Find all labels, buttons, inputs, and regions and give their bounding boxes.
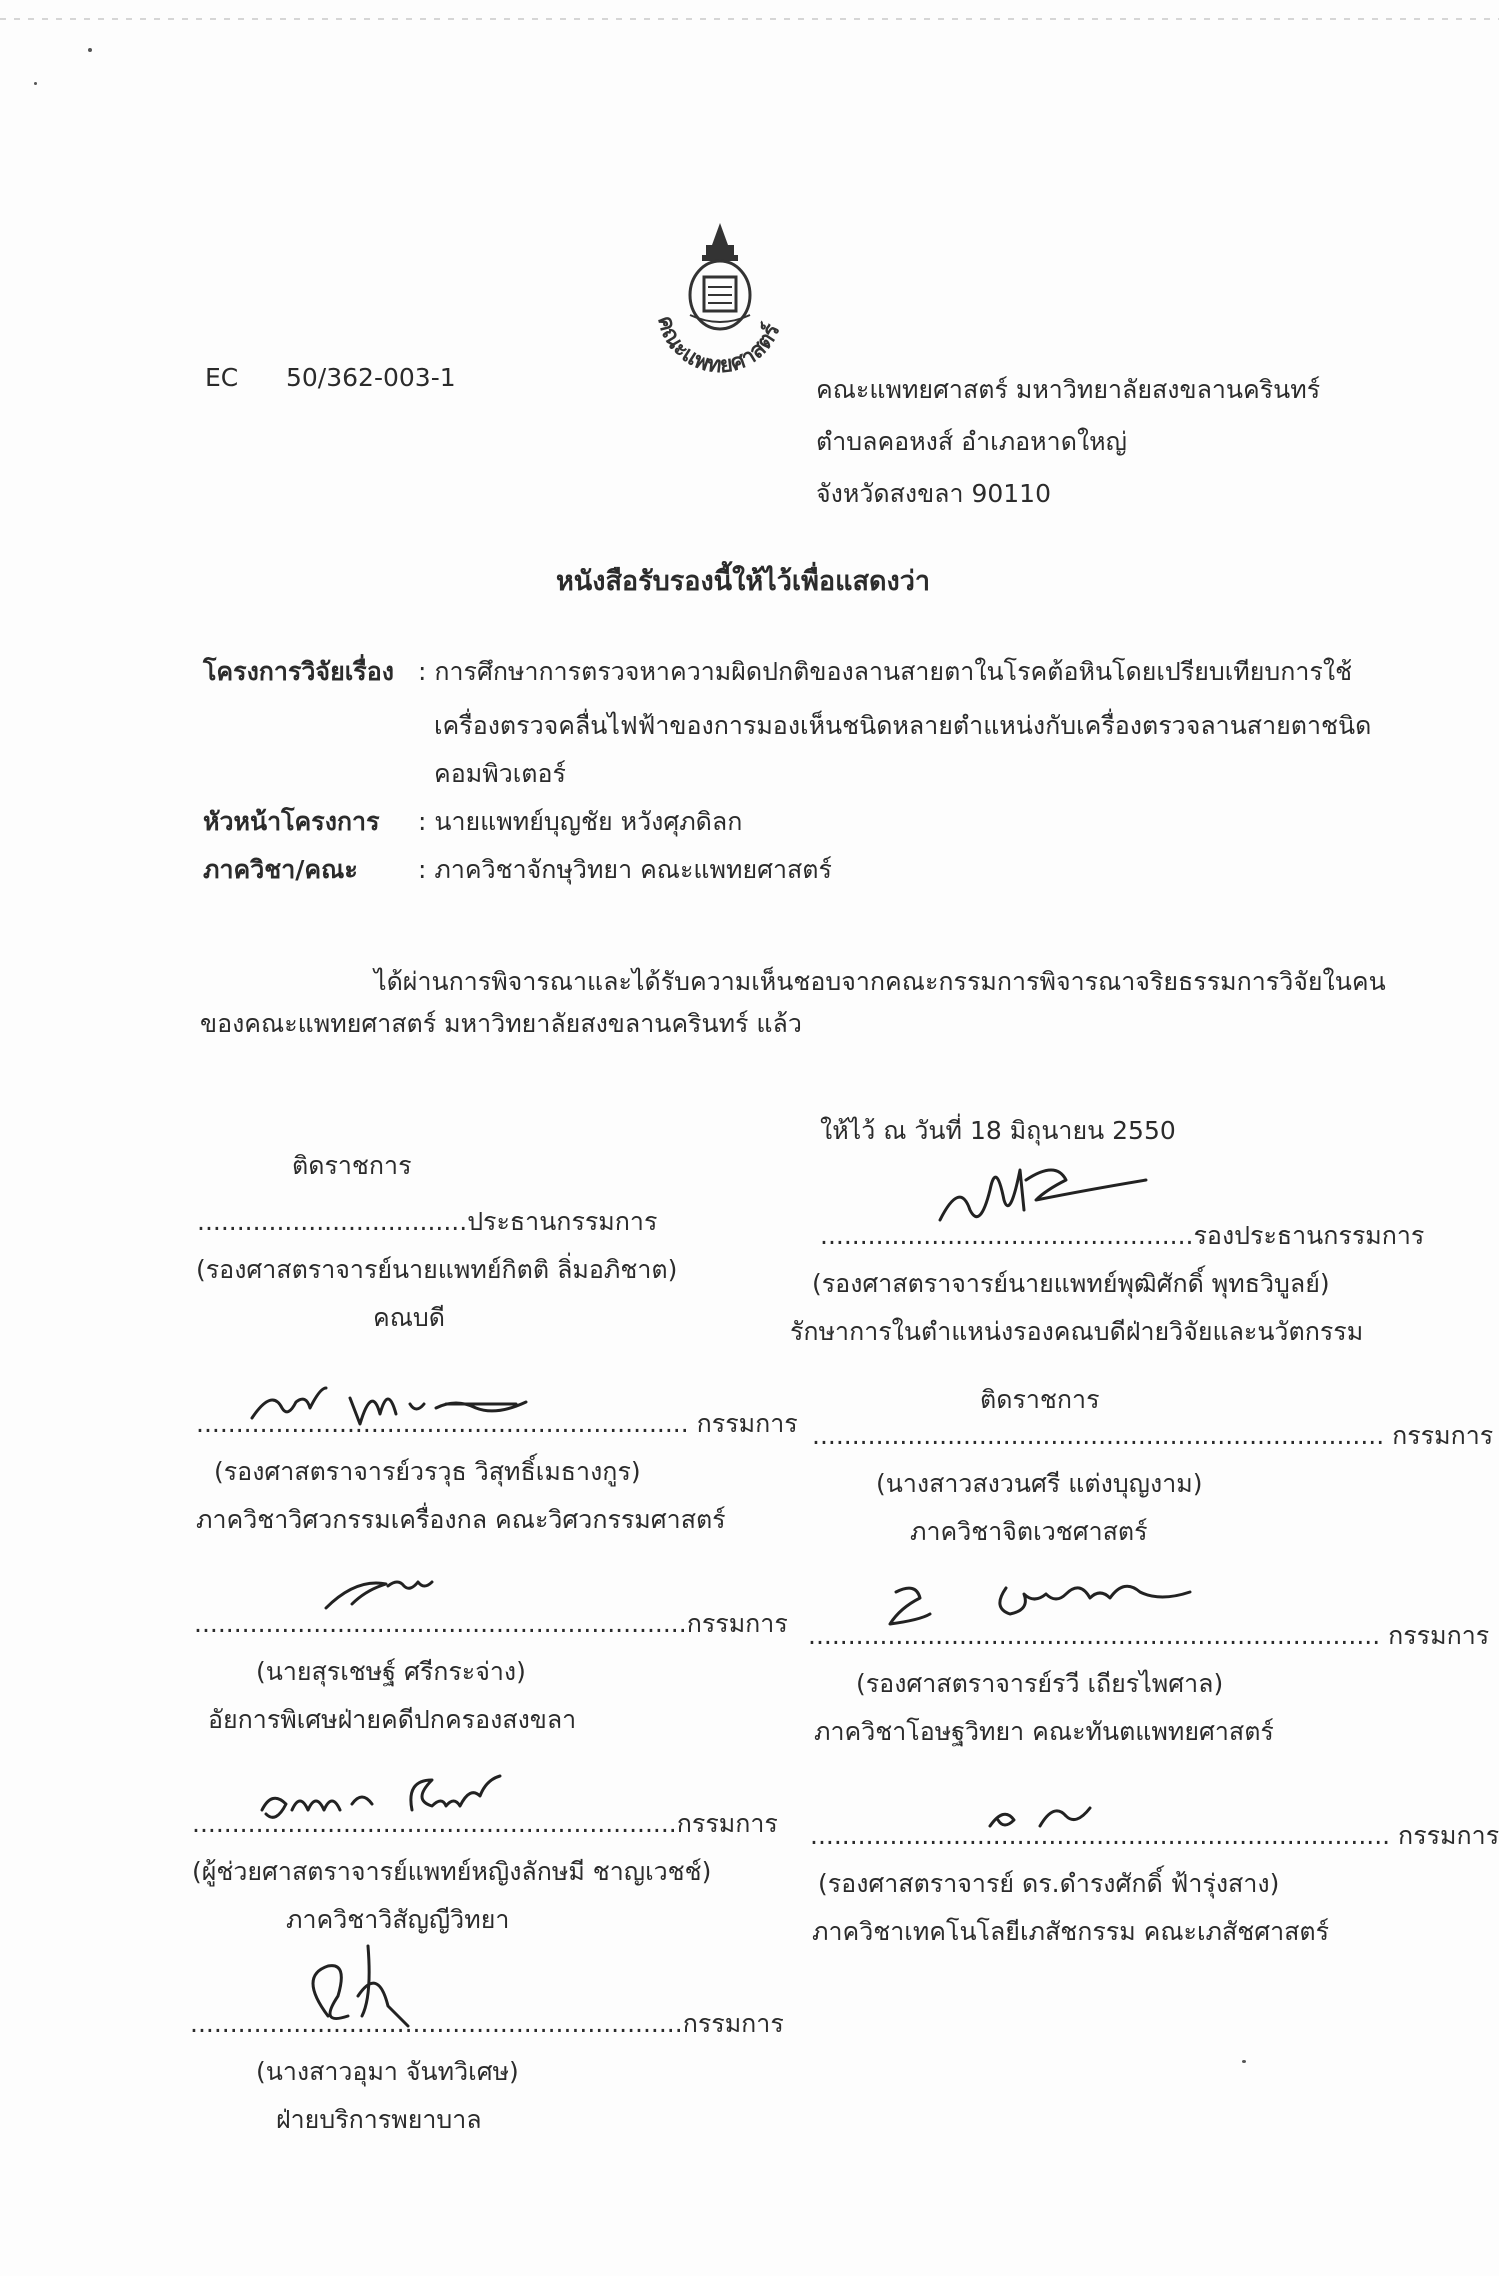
ref-prefix: EC xyxy=(205,363,239,392)
scan-speck xyxy=(1242,2060,1246,2063)
scan-artifact xyxy=(0,18,1499,20)
project-title-line-3: คอมพิวเตอร์ xyxy=(434,759,566,788)
left-1-position: คณบดี xyxy=(373,1303,446,1332)
signature-vice-chair xyxy=(920,1140,1160,1250)
right-1-name: (รองศาสตราจารย์นายแพทย์พุฒิศักดิ์ พุทธวิบูลย์) xyxy=(812,1269,1330,1298)
left-5-position: ฝ่ายบริการพยาบาล xyxy=(276,2105,482,2134)
university-seal-icon xyxy=(640,215,800,385)
left-2-signature-line: .............................................................. กรรมการ xyxy=(196,1409,798,1438)
address-line-2: ตำบลคอหงส์ อำเภอหาดใหญ่ xyxy=(816,427,1127,456)
signature-member-right-4 xyxy=(980,1796,1100,1836)
project-title-line-2: เครื่องตรวจคลื่นไฟฟ้าของการมองเห็นชนิดหลายตำแหน่งกับเครื่องตรวจลานสายตาชนิด xyxy=(434,711,1372,740)
right-4-name: (รองศาสตราจารย์ ดร.ดำรงศักดิ์ ฟ้ารุ่งสาง) xyxy=(818,1869,1280,1898)
project-title-line-1: : การศึกษาการตรวจหาความผิดปกติของลานสายตาในโรคต้อหินโดยเปรียบเทียบการใช้ xyxy=(418,657,1353,686)
signature-member-5 xyxy=(298,1936,438,2046)
left-4-signature-line: .............................................................กรรมการ xyxy=(192,1809,778,1838)
left-4-name: (ผู้ช่วยศาสตราจารย์แพทย์หญิงลักษมี ชาญเวชช์) xyxy=(192,1857,712,1886)
signature-member-4 xyxy=(252,1770,542,1840)
signature-member-right-3 xyxy=(876,1572,1256,1642)
left-2-name: (รองศาสตราจารย์วรวุธ วิสุทธิ์เมธางกูร) xyxy=(214,1457,641,1486)
project-dept-value: : ภาควิชาจักษุวิทยา คณะแพทยศาสตร์ xyxy=(418,855,832,884)
right-1-position: รักษาการในตำแหน่งรองคณบดีฝ่ายวิจัยและนวัตกรรม xyxy=(790,1317,1364,1346)
scan-speck xyxy=(88,48,92,52)
body-line-2: ของคณะแพทยศาสตร์ มหาวิทยาลัยสงขลานครินทร์ แล้ว xyxy=(200,1009,802,1038)
address-line-1: คณะแพทยศาสตร์ มหาวิทยาลัยสงขลานครินทร์ xyxy=(816,375,1321,404)
left-5-name: (นางสาวอุมา จันทวิเศษ) xyxy=(256,2057,519,2086)
left-3-signature-line: ..............................................................กรรมการ xyxy=(194,1609,788,1638)
right-3-signature-line: ........................................................................ กรรมการ xyxy=(808,1621,1490,1650)
project-lead-value: : นายแพทย์บุญชัย หวังศุภดิลก xyxy=(418,807,743,836)
right-4-signature-line: ......................................................................... กรรมการ xyxy=(810,1821,1499,1850)
issue-date: ให้ไว้ ณ วันที่ 18 มิถุนายน 2550 xyxy=(820,1116,1176,1145)
svg-text:คณะแพทยศาสตร์ xyxy=(652,313,785,378)
left-3-name: (นายสุรเชษฐ์ ศรีกระจ่าง) xyxy=(256,1657,526,1686)
right-4-position: ภาควิชาเทคโนโลยีเภสัชกรรม คณะเภสัชศาสตร์ xyxy=(812,1917,1330,1946)
right-1-signature-line: ...............................................รองประธานกรรมการ xyxy=(820,1221,1425,1250)
right-3-position: ภาควิชาโอษฐวิทยา คณะทันตแพทยศาสตร์ xyxy=(814,1717,1274,1746)
left-5-signature-line: ..............................................................กรรมการ xyxy=(190,2009,784,2038)
certificate-heading: หนังสือรับรองนี้ให้ไว้เพื่อแสดงว่า xyxy=(556,566,931,597)
right-3-name: (รองศาสตราจารย์รวี เถียรไพศาล) xyxy=(856,1669,1224,1698)
project-lead-label: หัวหน้าโครงการ xyxy=(203,807,380,836)
left-1-name: (รองศาสตราจารย์นายแพทย์กิตติ ลิ่มอภิชาต) xyxy=(196,1255,678,1284)
left-3-position: อัยการพิเศษฝ่ายคดีปกครองสงขลา xyxy=(208,1705,577,1734)
left-1-note: ติดราชการ xyxy=(292,1151,412,1180)
left-1-signature-line: ..................................ประธานกรรมการ xyxy=(197,1207,658,1236)
signature-member-3 xyxy=(318,1568,478,1618)
right-2-position: ภาควิชาจิตเวชศาสตร์ xyxy=(910,1517,1148,1546)
left-2-position: ภาควิชาวิศวกรรมเครื่องกล คณะวิศวกรรมศาสตร์ xyxy=(196,1505,726,1534)
signature-member-2 xyxy=(240,1368,570,1438)
project-title-label: โครงการวิจัยเรื่อง xyxy=(203,657,394,686)
scan-speck xyxy=(34,82,37,85)
right-2-note: ติดราชการ xyxy=(980,1385,1100,1414)
project-dept-label: ภาควิชา/คณะ xyxy=(203,855,358,884)
ref-number: 50/362-003-1 xyxy=(286,363,456,392)
address-line-3: จังหวัดสงขลา 90110 xyxy=(816,479,1051,508)
seal-text: คณะแพทยศาสตร์ xyxy=(652,313,786,379)
left-4-position: ภาควิชาวิสัญญีวิทยา xyxy=(286,1905,510,1934)
body-line-1: ได้ผ่านการพิจารณาและได้รับความเห็นชอบจากคณะกรรมการพิจารณาจริยธรรมการวิจัยในคน xyxy=(374,967,1386,996)
right-2-signature-line: ........................................................................ กรรมการ xyxy=(812,1421,1494,1450)
right-2-name: (นางสาวสงวนศรี แต่งบุญงาม) xyxy=(876,1469,1203,1498)
